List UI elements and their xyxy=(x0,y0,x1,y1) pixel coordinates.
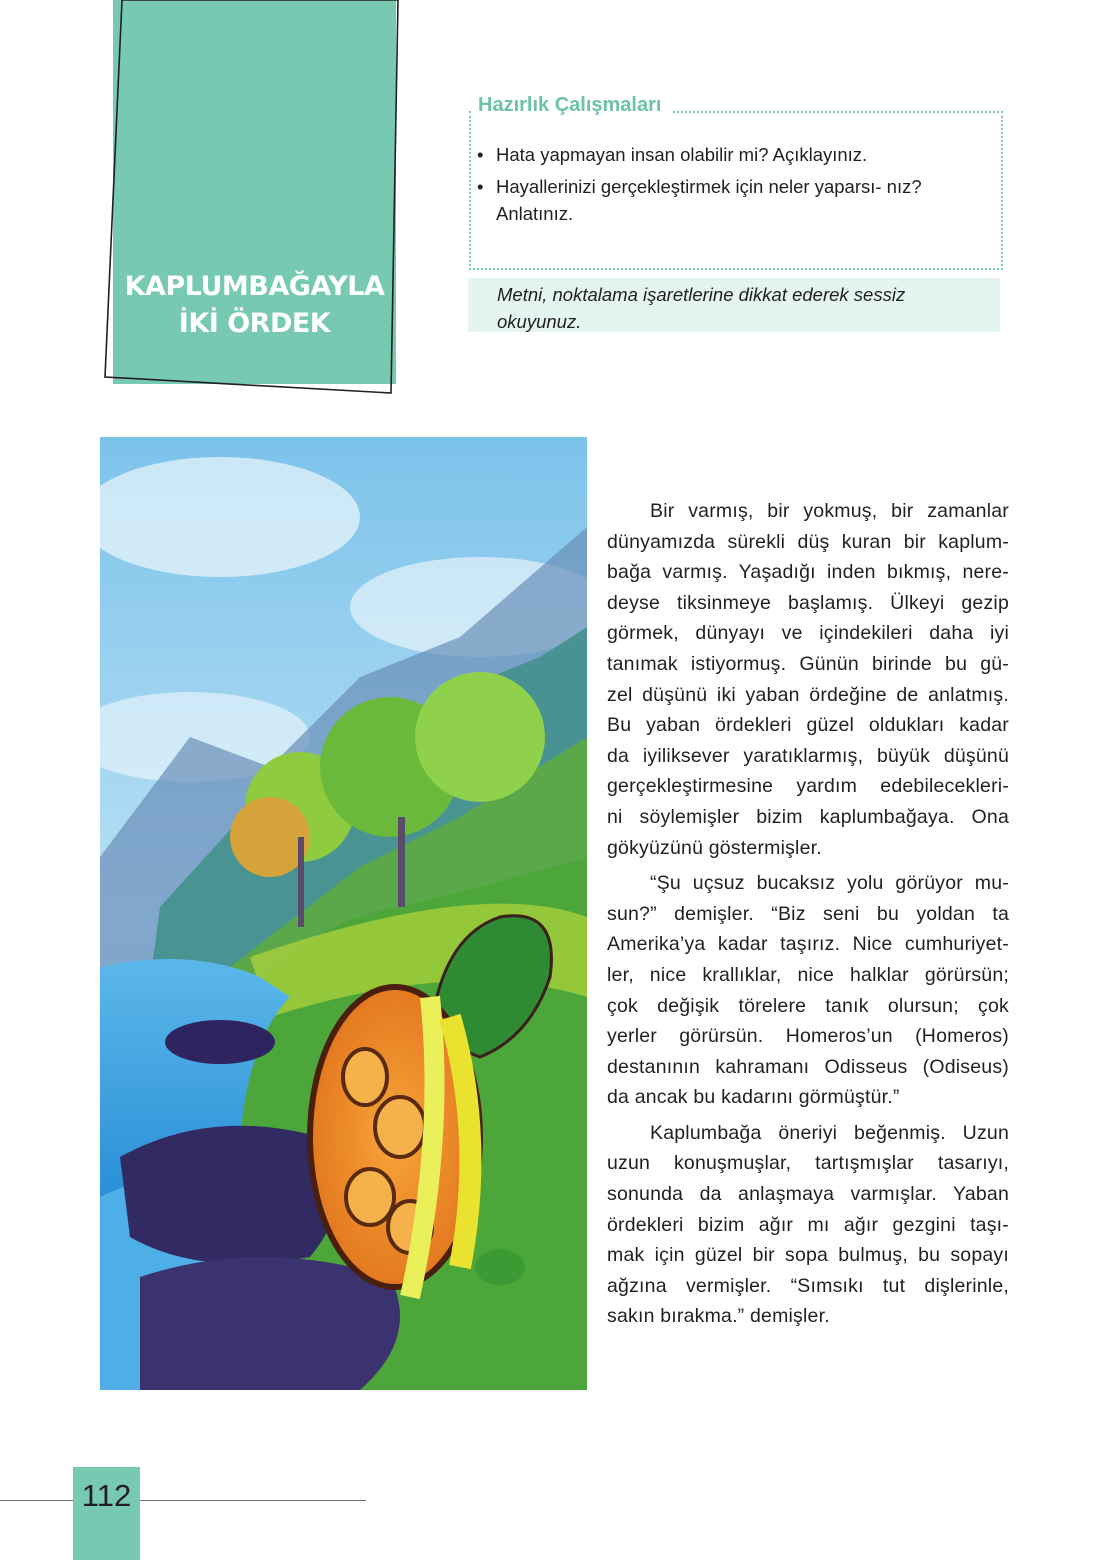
footer-rule xyxy=(0,1500,366,1501)
story-line: ördekleri bizim ağır mı ağır gezgini taşı- xyxy=(607,1213,1009,1236)
title-line-1: KAPLUMBAĞAYLA xyxy=(124,271,385,302)
list-item-text: Hata yapmayan insan olabilir mi? Açıklayınız. xyxy=(496,144,868,165)
story-line: destanının kahramanı Odisseus (Odiseus) xyxy=(607,1055,1009,1078)
story-line: tanımak istiyormuş. Günün birinde bu gü- xyxy=(607,652,1009,675)
lesson-title xyxy=(113,268,396,342)
list-item xyxy=(477,173,977,227)
story-line: da ancak bu kadarını görmüştür.” xyxy=(607,1086,900,1109)
story-line: Kaplumbağa öneriyi beğenmiş. Uzun xyxy=(650,1121,1009,1144)
story-line: dünyamızda sürekli düş kuran bir kaplum- xyxy=(607,530,1009,553)
story-line: bağa varmış. Yaşadığı inden bıkmış, nere- xyxy=(607,561,1009,584)
story-line: Bir varmış, bir yokmuş, bir zamanlar xyxy=(650,500,1009,522)
story-line: gökyüzünü göstermişler. xyxy=(607,836,822,859)
story-line: gerçekleştirmesine yardım edebilecekleri- xyxy=(607,775,1009,798)
story-line: deyse tiksinmeye başlamış. Ülkeyi gezip xyxy=(607,591,1009,614)
preparation-heading: Hazırlık Çalışmaları xyxy=(472,94,671,117)
story-line: görmek, dünyayı ve içindekileri daha iyi xyxy=(607,622,1009,645)
story-text xyxy=(607,496,1009,1337)
story-line: sun?” demişler. “Biz seni bu yoldan ta xyxy=(607,902,1009,925)
story-line: uzun konuşmuşlar, tartışmışlar tasarıyı, xyxy=(607,1152,1009,1175)
story-line: mak için güzel bir sopa bulmuş, bu sopayı xyxy=(607,1244,1009,1267)
story-line: zel düşünü iki yaban ördeğine de anlatmış. xyxy=(607,683,1009,706)
story-line: ler, nice krallıklar, nice halklar görürsün; xyxy=(607,963,1009,986)
bullet: • xyxy=(477,176,484,197)
story-paragraph xyxy=(607,868,1009,1113)
story-line: sakın bırakma.” demişler. xyxy=(607,1305,830,1328)
title-line-2: İKİ ÖRDEK xyxy=(178,308,331,339)
list-item xyxy=(477,141,977,168)
story-line: Bu yaban ördekleri güzel oldukları kadar xyxy=(607,714,1009,737)
bullet: • xyxy=(477,144,484,165)
story-line: yerler görürsün. Homeros’un (Homeros) xyxy=(607,1025,1009,1048)
page-number: 112 xyxy=(81,1478,132,1513)
instruction-text: Metni, noktalama işaretlerine dikkat ederek sessiz okuyunuz. xyxy=(497,284,906,332)
story-line: “Şu uçsuz bucaksız yolu görüyor mu- xyxy=(650,872,1009,895)
list-item-text: Hayallerinizi gerçekleştirmek için neler yaparsı- nız? Anlatınız. xyxy=(496,176,922,224)
story-line: çok değişik törelere tanık olursun; çok xyxy=(607,994,1009,1017)
preparation-list xyxy=(477,141,977,232)
story-paragraph xyxy=(607,496,1009,863)
story-line: ni söylemişler bizim kaplumbağaya. Ona xyxy=(607,805,1009,828)
story-line: Amerika’ya kadar taşırız. Nice cumhuriyet- xyxy=(607,933,1009,956)
turtle-landscape-illustration xyxy=(100,437,587,1390)
story-paragraph xyxy=(607,1118,1009,1332)
story-line: da iyiliksever yaratıklarmış, büyük düşünü xyxy=(607,744,1009,767)
story-line: ağzına vermişler. “Sımsıkı tut dişlerinle, xyxy=(607,1274,1009,1297)
story-line: sonunda da anlaşmaya varmışlar. Yaban xyxy=(607,1183,1009,1206)
